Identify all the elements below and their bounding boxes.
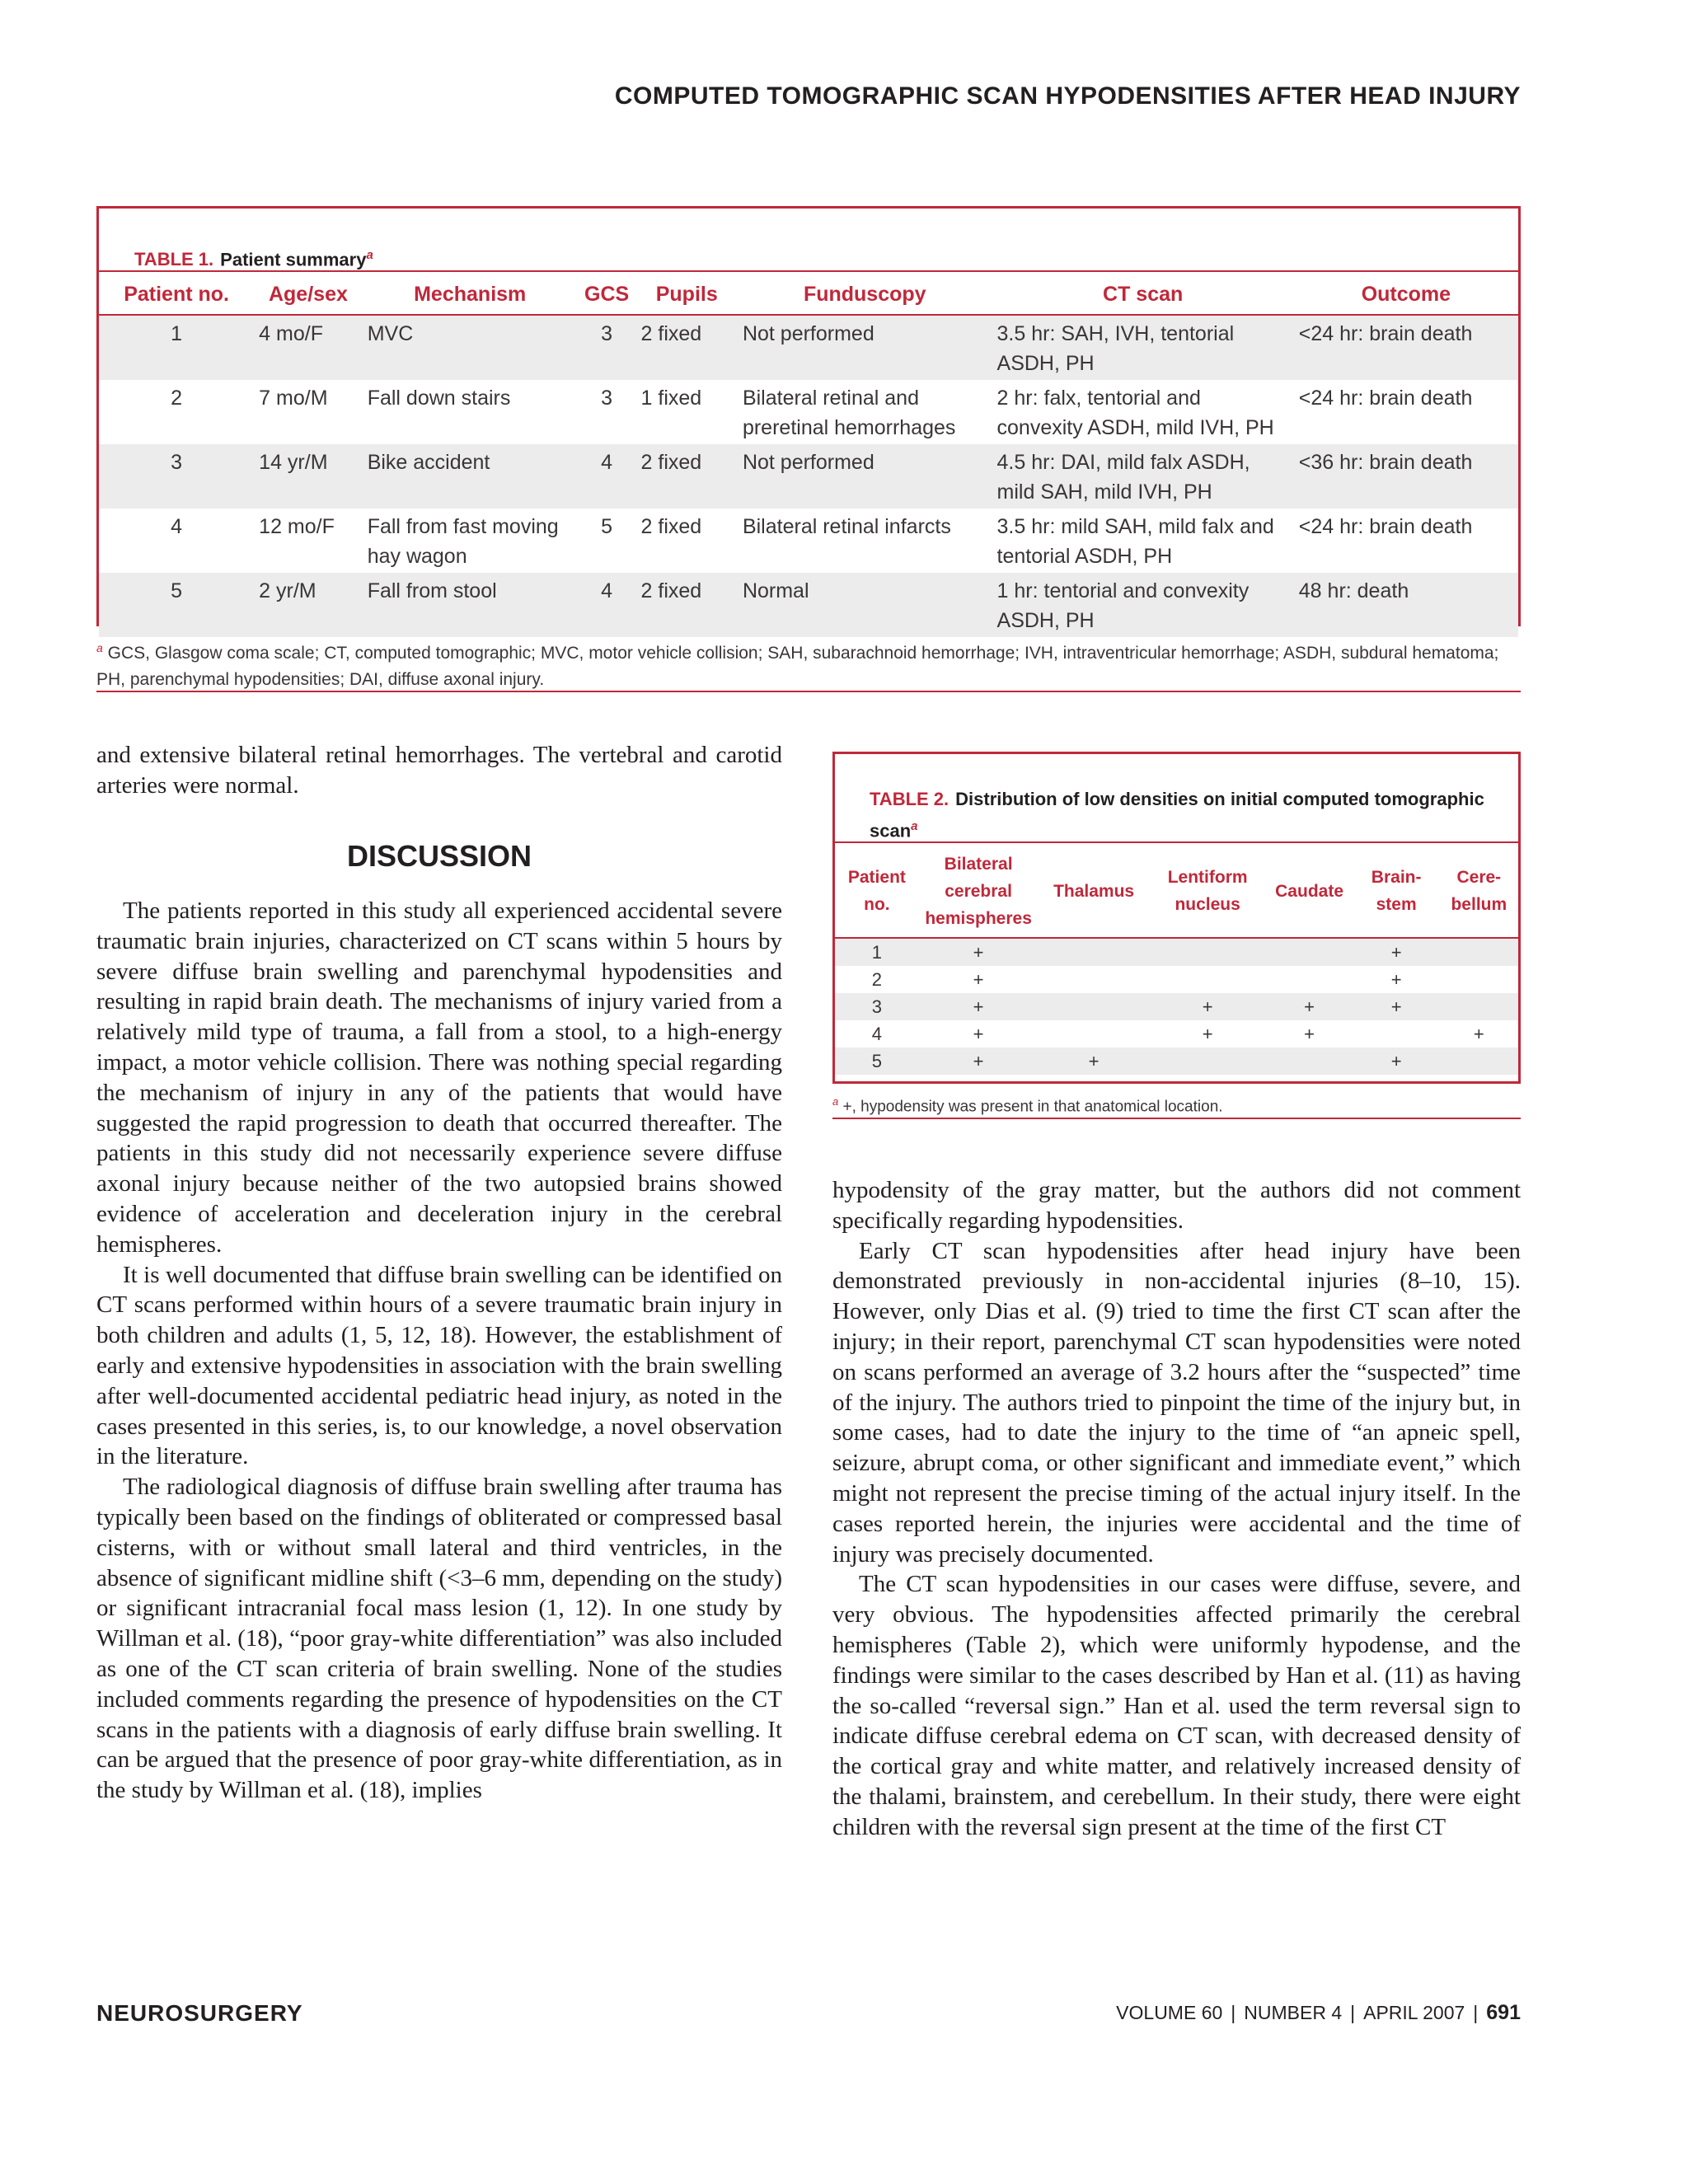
section-heading-discussion: DISCUSSION [346, 839, 532, 873]
table-cell: <36 hr: brain death [1294, 444, 1518, 509]
table-cell [1038, 938, 1149, 966]
table-cell: Not performed [738, 444, 992, 509]
table-cell: 2 [171, 387, 183, 410]
table-cell: 4.5 hr: DAI, mild falx ASDH, mild SAH, mild IVH, PH [992, 444, 1294, 509]
table-cell: 3.5 hr: mild SAH, mild falx and tentorial ASDH, PH [996, 515, 1274, 568]
table-cell: + [919, 938, 1039, 966]
table-cell [1266, 938, 1353, 966]
table-2-header-cell: Cere-bellum [1451, 868, 1507, 914]
table-cell: 3.5 hr: SAH, IVH, tentorial ASDH, PH [992, 315, 1294, 380]
table-2-bottom-rule [832, 1118, 1521, 1119]
table-row [835, 966, 1518, 993]
table-cell: 2 fixed [640, 515, 702, 538]
table-cell: 12 mo/F [259, 515, 335, 538]
table-cell: <24 hr: brain death [1298, 515, 1473, 538]
table-cell: 14 yr/M [254, 444, 363, 509]
table-cell: + [973, 1023, 984, 1044]
table-cell: 2 fixed [636, 315, 738, 380]
table-1-header-cell: GCS [584, 283, 630, 306]
table-2-header-cell: Brain-stem [1371, 868, 1422, 914]
table-cell: Bilateral retinal infarcts [742, 515, 951, 538]
issue-number: NUMBER 4 [1244, 2002, 1343, 2023]
table-1-grid [99, 274, 1518, 637]
table-cell: + [1353, 1047, 1440, 1075]
table-1-title: Patient summary [220, 249, 367, 270]
table-1-header-cell: Pupils [655, 283, 718, 306]
table-cell: 2 fixed [636, 444, 738, 509]
table-cell: 2 fixed [636, 573, 738, 637]
table-cell: Fall from fast moving hay wagon [367, 515, 559, 568]
paragraph: and extensive bilateral retinal hemorrhages. The vertebral and carotid arteries were normal. [96, 742, 782, 799]
table-1 [96, 206, 1521, 632]
table-cell: 5 [601, 515, 613, 538]
table-cell: + [1353, 993, 1440, 1020]
separator: | [1473, 2002, 1479, 2023]
table-cell [1266, 1047, 1353, 1075]
table-cell: <24 hr: brain death [1294, 315, 1518, 380]
table-cell: + [973, 968, 984, 990]
table-2-caption [870, 785, 1496, 844]
table-cell [1266, 966, 1353, 993]
table-cell [1440, 938, 1518, 966]
table-row [99, 573, 1518, 637]
table-cell: + [919, 993, 1039, 1020]
table-2-footnote [832, 1090, 1521, 1119]
table-cell: 4 mo/F [254, 315, 363, 380]
table-row [99, 444, 1518, 509]
table-cell: 3 [601, 387, 613, 410]
table-cell [1440, 966, 1518, 993]
table-2-title-footnote-marker: a [911, 819, 918, 833]
table-cell: Bilateral retinal and preretinal hemorrhages [742, 387, 956, 439]
table-2-header-cell: Thalamus [1053, 881, 1135, 901]
table-cell: 4 [578, 573, 636, 637]
paragraph: The radiological diagnosis of diffuse brain swelling after trauma has typically been based on the findings of obliterated or compressed basal cisterns, with or without small lateral and third ventricles, in the absence of significant midline shift (<3–6 mm, depending on the study) or significant intracranial focal mass lesion (1, 12). In one study by Willman et al. (18), “poor gray-white differentiation” was also included as one of the CT scan criteria of brain swelling. None of the studies included comments regarding the presence of hypodensities on the CT scans in the patients with a diagnosis of early diffuse brain swelling. It can be argued that the presence of poor gray-white differentiation, as in the study by Willman et al. (18), implies [96, 1474, 782, 1804]
table-cell: Fall from stool [363, 573, 578, 637]
left-column-continuation [96, 740, 782, 801]
table-cell: 1 [99, 315, 254, 380]
table-cell [1440, 993, 1518, 1020]
table-cell: + [1473, 1023, 1484, 1044]
separator: | [1350, 2002, 1356, 2023]
table-1-header-cell: Mechanism [414, 283, 527, 306]
volume: VOLUME 60 [1116, 2002, 1223, 2023]
table-cell [1038, 1020, 1149, 1047]
table-cell: + [1390, 968, 1402, 990]
table-cell: 2 yr/M [254, 573, 363, 637]
table-1-footnote-text: GCS, Glasgow coma scale; CT, computed tomographic; MVC, motor vehicle collision; SAH, subarachnoid hemorrhage; IVH, intraventricular hemorrhage; ASDH, subdural hematoma; PH, parenchymal hypodensities; DAI, diffuse axonal injury. [96, 644, 1499, 689]
page-number: 691 [1486, 2001, 1521, 2024]
issue-line [1116, 2001, 1521, 2025]
table-1-title-footnote-marker: a [366, 248, 373, 262]
table-cell [1353, 1020, 1440, 1047]
table-cell: 3 [835, 993, 919, 1020]
issue-date: APRIL 2007 [1363, 2002, 1465, 2023]
table-2-number: TABLE 2. [870, 789, 950, 809]
table-2-header-cell: Bilateral cerebral hemispheres [925, 854, 1032, 928]
table-cell: Normal [738, 573, 992, 637]
table-1-top-rule [99, 270, 1518, 272]
paragraph: The CT scan hypodensities in our cases were diffuse, severe, and very obvious. The hypodensities affected primarily the cerebral hemispheres (Table 2), which were uniformly hypodense, and the findings were similar to the cases described by Han et al. (11) as having the so-called “reversal sign.” Han et al. used the term reversal sign to indicate diffuse cerebral edema on CT scan, with decreased density of the cortical gray and white matter, and relatively increased density of the thalami, brainstem, and cerebellum. In their study, there were eight children with the reversal sign present at the time of the first CT [832, 1571, 1521, 1840]
journal-name: NEUROSURGERY [96, 2000, 303, 2026]
table-cell: 1 fixed [640, 387, 702, 410]
table-cell [1038, 966, 1149, 993]
table-2-grid [835, 845, 1518, 1075]
table-2-header-cell: Lentiform nucleus [1167, 868, 1248, 914]
table-1-header-cell: CT scan [1103, 283, 1184, 306]
table-cell [1440, 1047, 1518, 1075]
table-cell: + [1150, 993, 1266, 1020]
table-cell: 4 [578, 444, 636, 509]
table-1-header-cell: Funduscopy [803, 283, 926, 306]
table-cell: 3 [578, 315, 636, 380]
right-column-body [832, 1175, 1521, 1843]
paragraph: It is well documented that diffuse brain swelling can be identified on CT scans performed within hours of a severe traumatic brain injury in both children and adults (1, 5, 12, 18). However, the establishment of early and extensive hypodensities in association with the brain swelling after well-documented accidental pediatric head injury, as noted in the cases presented in this series, is, to our knowledge, a novel observation in the literature. [96, 1261, 782, 1470]
table-cell: Not performed [738, 315, 992, 380]
table-2-title: Distribution of low densities on initial computed tomographic scan [870, 789, 1484, 841]
table-row [835, 938, 1518, 966]
table-row [99, 380, 1518, 444]
table-1-header-cell: Outcome [1361, 283, 1451, 306]
table-1-number: TABLE 1. [134, 249, 214, 270]
table-cell: + [1266, 993, 1353, 1020]
table-cell: + [919, 1047, 1039, 1075]
table-cell: <24 hr: brain death [1298, 387, 1473, 410]
table-cell: 48 hr: death [1294, 573, 1518, 637]
paragraph: hypodensity of the gray matter, but the authors did not comment specifically regarding hypodensities. [832, 1177, 1521, 1234]
table-cell: 1 [835, 938, 919, 966]
table-cell [1150, 966, 1266, 993]
table-cell: Bike accident [363, 444, 578, 509]
table-cell: 5 [99, 573, 254, 637]
table-2-header-row [835, 845, 1518, 938]
table-1-bottom-rule [96, 691, 1521, 692]
table-2 [832, 752, 1521, 1084]
table-cell: 7 mo/M [259, 387, 328, 410]
table-2-top-rule [835, 841, 1518, 843]
table-2-footnote-text: +, hypodensity was present in that anatomical location. [842, 1098, 1223, 1116]
table-2-header-cell: Patient no. [847, 868, 906, 914]
table-cell: 3 [99, 444, 254, 509]
table-cell: MVC [363, 315, 578, 380]
running-head: COMPUTED TOMOGRAPHIC SCAN HYPODENSITIES AFTER HEAD INJURY [614, 82, 1521, 110]
table-cell [1150, 938, 1266, 966]
table-cell: 5 [835, 1047, 919, 1075]
table-row [99, 509, 1518, 573]
table-cell: 2 [871, 968, 883, 990]
table-1-header-cell: Age/sex [268, 283, 348, 306]
table-cell: 4 [171, 515, 183, 538]
table-1-footnote-marker: a [96, 641, 103, 654]
table-cell [1150, 1047, 1266, 1075]
table-cell: + [1202, 1023, 1213, 1044]
table-cell: 1 hr: tentorial and convexity ASDH, PH [992, 573, 1294, 637]
table-1-header-cell: Patient no. [124, 283, 229, 306]
table-cell: + [1304, 1023, 1315, 1044]
table-cell: Fall down stairs [367, 387, 511, 410]
separator: | [1231, 2002, 1236, 2023]
table-row [835, 1020, 1518, 1047]
table-cell: 4 [871, 1023, 883, 1044]
table-cell: 2 hr: falx, tentorial and convexity ASDH, mild IVH, PH [996, 387, 1274, 439]
left-column-body [96, 896, 782, 1806]
table-row [835, 993, 1518, 1020]
table-2-footnote-marker: a [832, 1095, 839, 1108]
table-row [99, 315, 1518, 380]
table-row [835, 1047, 1518, 1075]
table-1-header-row [99, 274, 1518, 315]
table-cell: + [1038, 1047, 1149, 1075]
paragraph: Early CT scan hypodensities after head injury have been demonstrated previously in non-accidental injuries (8–10, 15). However, only Dias et al. (9) tried to time the first CT scan after the injury; in their report, parenchymal CT scan hypodensities were noted on scans performed an average of 3.2 hours after the “suspected” time of the injury. The authors tried to pinpoint the time of the injury but, in some cases, had to date the injury to the time of “an apneic spell, seizure, abrupt coma, or other significant and immediate event,” which might not represent the precise timing of the actual injury itself. In the cases reported herein, the injuries were accidental and the time of injury was precisely documented. [832, 1237, 1521, 1568]
table-cell [1038, 993, 1149, 1020]
table-2-header-cell: Caudate [1275, 881, 1343, 901]
paragraph: The patients reported in this study all experienced accidental severe traumatic brain injuries, characterized on CT scans within 5 hours by severe diffuse brain swelling and parenchymal hypodensities and resulting in rapid brain death. The mechanisms of injury varied from a relatively mild type of trauma, a fall from a stool, to a high-energy impact, a motor vehicle collision. There was nothing special regarding the mechanism of injury in any of the patients that would have suggested the rapid progression to death that occurred thereafter. The patients in this study did not necessarily experience severe diffuse axonal injury because neither of the two autopsied brains showed evidence of acceleration and deceleration injury in the cerebral hemispheres. [96, 898, 782, 1258]
table-1-caption [134, 241, 373, 273]
table-1-footnote [96, 635, 1521, 693]
table-cell: + [1353, 938, 1440, 966]
